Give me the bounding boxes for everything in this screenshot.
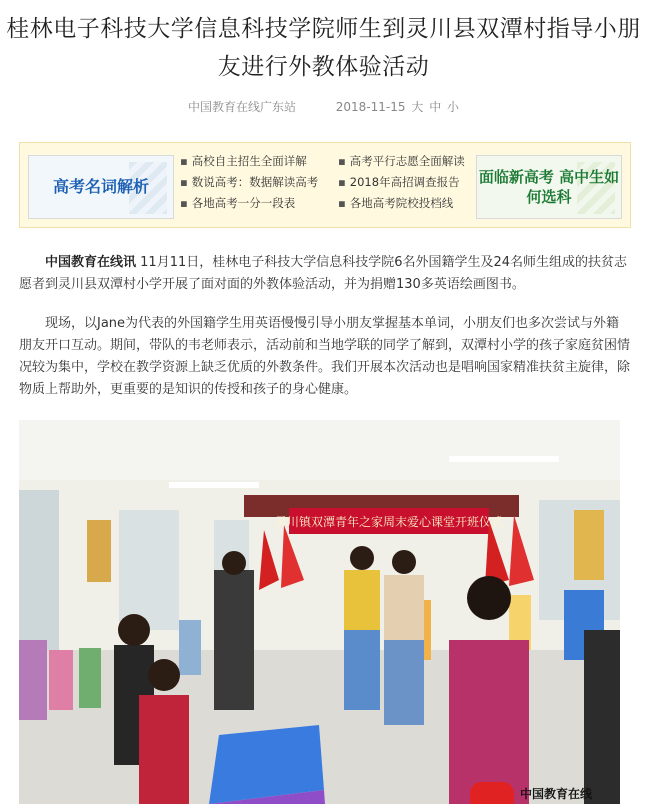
bullet-square-icon: ▪ <box>338 196 346 210</box>
article-lead: 中国教育在线讯 <box>45 255 137 270</box>
promo-link-label: 高校自主招生全面详解 <box>191 154 307 168</box>
promo-box <box>19 142 631 228</box>
article-title: 桂林电子科技大学信息科技学院师生到灵川县双潭村指导小朋友进行外教体验活动 <box>6 16 641 80</box>
promo-link[interactable] <box>180 174 338 191</box>
bullet-square-icon: ▪ <box>338 154 346 168</box>
article-photo <box>19 420 620 804</box>
font-size-small-button[interactable]: 小 <box>447 100 460 114</box>
bullet-square-icon: ▪ <box>180 154 188 168</box>
promo-card-subject-choice-label: 面临新高考 高中生如何选科 <box>478 168 620 206</box>
watermark-text: 中国教育在线 <box>520 786 593 801</box>
font-size-medium-button[interactable]: 中 <box>429 100 442 114</box>
photo-banner-text: 灵川镇双潭青年之家周末爱心课堂开班仪式 <box>274 515 504 529</box>
promo-card-terms-label: 高考名词解析 <box>52 177 149 196</box>
promo-link-label: 数说高考：数据解读高考 <box>191 175 319 189</box>
promo-link[interactable] <box>338 153 470 170</box>
article-paragraph-1-text: 11月11日，桂林电子科技大学信息科技学院6名外国籍学生及24名师生组成的扶贫志愿者到灵川县双潭村小学开展了面对面的外教体验活动，并为捐赠130多英语绘画图书。 <box>19 255 628 292</box>
promo-links <box>180 153 470 212</box>
promo-link[interactable] <box>338 174 470 191</box>
promo-link[interactable] <box>338 195 470 212</box>
promo-link-label: 各地高考一分一段表 <box>191 196 296 210</box>
article-paragraph-1 <box>19 252 631 296</box>
promo-link[interactable] <box>180 153 338 170</box>
article-source[interactable]: 中国教育在线广东站 <box>187 100 296 114</box>
eol-logo-icon <box>470 782 514 804</box>
article-date: 2018-11-15 <box>335 100 406 114</box>
article-meta <box>0 98 647 115</box>
promo-link-label: 各地高考院校投档线 <box>349 196 454 210</box>
promo-link-label: 高考平行志愿全面解读 <box>349 154 465 168</box>
bullet-square-icon: ▪ <box>180 196 188 210</box>
bullet-square-icon: ▪ <box>338 175 346 189</box>
font-size-large-button[interactable]: 大 <box>411 100 424 114</box>
classroom-scene <box>19 420 620 804</box>
bullet-square-icon: ▪ <box>180 175 188 189</box>
promo-link[interactable] <box>180 195 338 212</box>
promo-link-label: 2018年高招调查报告 <box>349 175 460 189</box>
promo-card-subject-choice[interactable] <box>476 155 622 219</box>
photo-watermark <box>470 782 592 804</box>
promo-card-terms[interactable] <box>28 155 174 219</box>
article-paragraph-2: 现场，以Jane为代表的外国籍学生用英语慢慢引导小朋友掌握基本单词，小朋友们也多次尝试与外籍朋友开口互动。期间，带队的韦老师表示，活动前和当地学联的同学了解到，双潭村小学的孩子家庭贫困情况较为集中，学校在教学资源上缺乏优质的外教条件。我们开展本次活动也是唱响国家精准扶贫主旋律，除物质上帮助外，更重要的是知识的传授和孩子的身心健康。 <box>19 316 631 397</box>
